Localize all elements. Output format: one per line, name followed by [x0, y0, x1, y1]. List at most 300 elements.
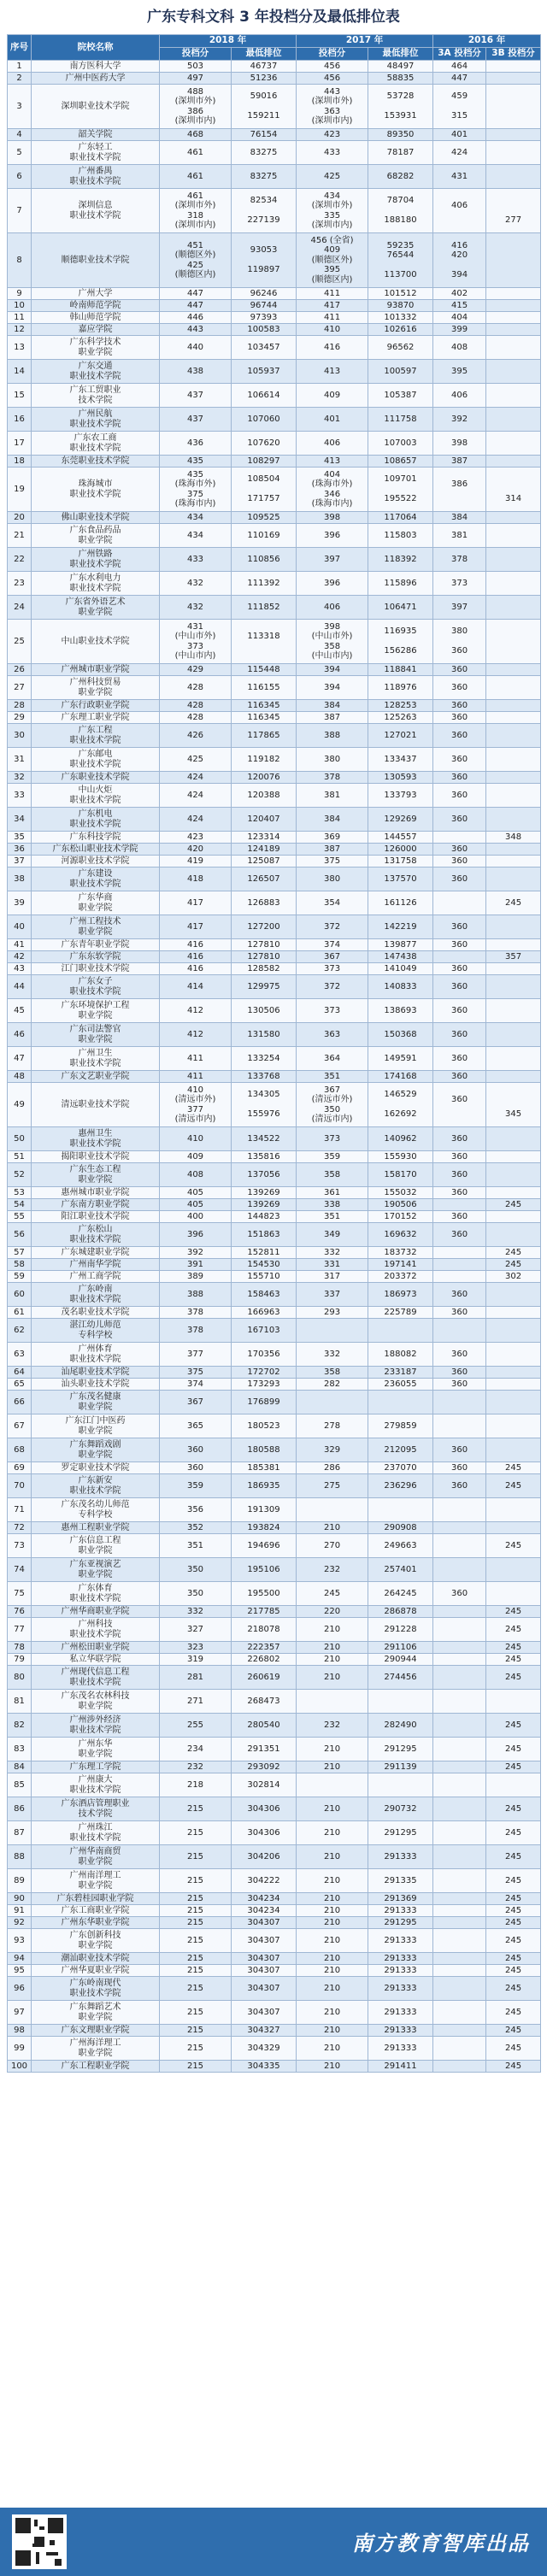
- score-2016-3a: 360: [433, 1582, 486, 1606]
- score-2016-3b: 245: [486, 1977, 541, 2001]
- school-name: 广东茂名农林科技 职业学院: [32, 1690, 160, 1714]
- table-row: [8, 1247, 541, 1259]
- rank-2018: 139269: [232, 1187, 297, 1199]
- row-number: 29: [8, 712, 32, 724]
- rank-2018: 135816: [232, 1151, 297, 1163]
- score-2018: 435: [160, 456, 232, 468]
- score-2018: 435 (珠海市外) 375 (珠海市内): [160, 468, 232, 512]
- score-2017: 364: [297, 1047, 368, 1071]
- school-name: 广州南华学院: [32, 1259, 160, 1271]
- rank-2018: 173293: [232, 1379, 297, 1391]
- score-2018: 412: [160, 1023, 232, 1047]
- school-name: 广东省外语艺术 职业学院: [32, 596, 160, 620]
- score-2016-3b: 357: [486, 951, 541, 963]
- score-2016-3b: [486, 456, 541, 468]
- row-number: 42: [8, 951, 32, 963]
- table-row: [8, 1498, 541, 1522]
- score-2016-3b: [486, 1391, 541, 1414]
- rank-2018: 185381: [232, 1462, 297, 1474]
- school-name: 广东建设 职业技术学院: [32, 867, 160, 891]
- rank-2017: 125263: [368, 712, 433, 724]
- score-2017: 351: [297, 1211, 368, 1223]
- score-2017: 282: [297, 1379, 368, 1391]
- table-row: [8, 1391, 541, 1414]
- score-2016-3a: [433, 1522, 486, 1534]
- table-row: [8, 808, 541, 832]
- school-name: 广东舞蹈艺术 职业学院: [32, 2001, 160, 2025]
- score-2016-3a: [433, 1977, 486, 2001]
- score-2017: 433: [297, 141, 368, 165]
- school-name: 广州工商学院: [32, 1271, 160, 1283]
- rank-2017: 118392: [368, 548, 433, 572]
- score-2017: 401: [297, 408, 368, 432]
- score-2016-3a: 373: [433, 572, 486, 596]
- score-2018: 434: [160, 512, 232, 524]
- table-row: [8, 1283, 541, 1307]
- score-2017: 373: [297, 999, 368, 1023]
- table-row: [8, 1618, 541, 1642]
- table-row: [8, 748, 541, 772]
- rank-2017: [368, 1690, 433, 1714]
- score-2018: 378: [160, 1307, 232, 1319]
- table-row: [8, 1343, 541, 1367]
- table-row: [8, 432, 541, 456]
- score-2016-3b: [486, 700, 541, 712]
- rank-2017: 101512: [368, 288, 433, 300]
- school-name: 南方医科大学: [32, 61, 160, 73]
- header-score-2017: 投档分: [297, 48, 368, 61]
- score-2018: 429: [160, 664, 232, 676]
- score-2018: 374: [160, 1379, 232, 1391]
- score-2017: 337: [297, 1283, 368, 1307]
- rank-2018: 126507: [232, 867, 297, 891]
- score-2016-3b: [486, 808, 541, 832]
- school-name: 广东职业技术学院: [32, 772, 160, 784]
- table-row: [8, 1023, 541, 1047]
- rank-2017: 291295: [368, 1738, 433, 1761]
- score-2017: 413: [297, 360, 368, 384]
- score-2017: 409: [297, 384, 368, 408]
- rank-2018: 119182: [232, 748, 297, 772]
- score-2016-3b: 245: [486, 1654, 541, 1666]
- row-number: 6: [8, 165, 32, 189]
- row-number: 64: [8, 1367, 32, 1379]
- score-2016-3a: [433, 1965, 486, 1977]
- school-name: 罗定职业技术学院: [32, 1462, 160, 1474]
- rank-2018: 97393: [232, 312, 297, 324]
- score-2018: 356: [160, 1498, 232, 1522]
- school-name: 广东农工商 职业技术学院: [32, 432, 160, 456]
- row-number: 40: [8, 915, 32, 939]
- rank-2018: 133254: [232, 1047, 297, 1071]
- row-number: 92: [8, 1917, 32, 1929]
- score-2018: 405: [160, 1199, 232, 1211]
- school-name: 广州现代信息工程 职业技术学院: [32, 1666, 160, 1690]
- rank-2018: 176899: [232, 1391, 297, 1414]
- score-2016-3a: [433, 1869, 486, 1893]
- school-name: 中山火炬 职业技术学院: [32, 784, 160, 808]
- score-2017: 210: [297, 1953, 368, 1965]
- school-name: 广东岭南 职业技术学院: [32, 1283, 160, 1307]
- table-row: [8, 2001, 541, 2025]
- table-row: [8, 1654, 541, 1666]
- rank-2018: 83275: [232, 165, 297, 189]
- score-2016-3b: [486, 1163, 541, 1187]
- rank-2018: 127810: [232, 951, 297, 963]
- rank-2017: 89350: [368, 129, 433, 141]
- score-2016-3b: [486, 664, 541, 676]
- score-2016-3b: [486, 1023, 541, 1047]
- school-name: 广东理工职业学院: [32, 712, 160, 724]
- row-number: 27: [8, 676, 32, 700]
- score-2018: 215: [160, 2061, 232, 2073]
- school-name: 汕尾职业技术学院: [32, 1367, 160, 1379]
- score-2018: 412: [160, 999, 232, 1023]
- rank-2017: 53728 153931: [368, 85, 433, 129]
- score-2017: 372: [297, 915, 368, 939]
- rank-2017: 233187: [368, 1367, 433, 1379]
- table-row: [8, 1127, 541, 1151]
- row-number: 10: [8, 300, 32, 312]
- rank-2018: 166963: [232, 1307, 297, 1319]
- row-number: 38: [8, 867, 32, 891]
- score-2017: 210: [297, 1977, 368, 2001]
- rank-2018: 82534 227139: [232, 189, 297, 233]
- row-number: 59: [8, 1271, 32, 1283]
- row-number: 74: [8, 1558, 32, 1582]
- table-row: [8, 300, 541, 312]
- score-2016-3b: 245: [486, 1199, 541, 1211]
- score-2018: 424: [160, 808, 232, 832]
- score-2016-3a: [433, 1797, 486, 1821]
- row-number: 100: [8, 2061, 32, 2073]
- row-number: 62: [8, 1319, 32, 1343]
- score-2016-3b: [486, 1211, 541, 1223]
- school-name: 广东碧桂园职业学院: [32, 1893, 160, 1905]
- rank-2017: 126000: [368, 844, 433, 856]
- row-number: 13: [8, 336, 32, 360]
- score-2016-3b: [486, 1283, 541, 1307]
- score-2016-3b: 245: [486, 1953, 541, 1965]
- school-name: 广州松田职业学院: [32, 1642, 160, 1654]
- rank-2018: 158463: [232, 1283, 297, 1307]
- score-2018: 332: [160, 1606, 232, 1618]
- row-number: 33: [8, 784, 32, 808]
- table-row: [8, 288, 541, 300]
- rank-2017: 147438: [368, 951, 433, 963]
- row-number: 90: [8, 1893, 32, 1905]
- table-row: [8, 1071, 541, 1083]
- table-row: [8, 999, 541, 1023]
- score-2016-3b: 245: [486, 1474, 541, 1498]
- rank-2018: 111852: [232, 596, 297, 620]
- score-2017: 293: [297, 1307, 368, 1319]
- score-2017: 331: [297, 1259, 368, 1271]
- rank-2018: 127810: [232, 939, 297, 951]
- rank-2017: 291369: [368, 1893, 433, 1905]
- rank-2017: 291333: [368, 1845, 433, 1869]
- row-number: 51: [8, 1151, 32, 1163]
- score-2016-3a: [433, 1929, 486, 1953]
- score-2017: [297, 1391, 368, 1414]
- table-row: [8, 165, 541, 189]
- score-2017: [297, 1498, 368, 1522]
- rank-2017: 203372: [368, 1271, 433, 1283]
- score-2018: 367: [160, 1391, 232, 1414]
- rank-2017: [368, 1498, 433, 1522]
- score-2016-3a: [433, 1738, 486, 1761]
- school-name: 广东科学技术 职业学院: [32, 336, 160, 360]
- row-number: 1: [8, 61, 32, 73]
- row-number: 37: [8, 856, 32, 867]
- score-2017: 372: [297, 975, 368, 999]
- score-2017: 332: [297, 1343, 368, 1367]
- table-row: [8, 85, 541, 129]
- score-2016-3a: 360: [433, 1379, 486, 1391]
- row-number: 60: [8, 1283, 32, 1307]
- school-name: 广东创新科技 职业学院: [32, 1929, 160, 1953]
- school-name: 广州海洋理工 职业学院: [32, 2037, 160, 2061]
- rank-2017: 291333: [368, 1905, 433, 1917]
- school-name: 广州东华 职业学院: [32, 1738, 160, 1761]
- score-2016-3a: 392: [433, 408, 486, 432]
- rank-2017: 161126: [368, 891, 433, 915]
- score-2017: 270: [297, 1534, 368, 1558]
- school-name: 广东青年职业学院: [32, 939, 160, 951]
- score-2017: 361: [297, 1187, 368, 1199]
- school-name: 广州卫生 职业技术学院: [32, 1047, 160, 1071]
- rank-2017: 286878: [368, 1606, 433, 1618]
- rank-2017: 48497: [368, 61, 433, 73]
- rank-2017: 174168: [368, 1071, 433, 1083]
- row-number: 2: [8, 73, 32, 85]
- score-2016-3a: [433, 832, 486, 844]
- score-2017: 434 (深圳市外) 335 (深圳市内): [297, 189, 368, 233]
- score-2016-3a: 360: [433, 676, 486, 700]
- table-row: [8, 856, 541, 867]
- school-name: 广东亚视演艺 职业学院: [32, 1558, 160, 1582]
- table-row: [8, 1977, 541, 2001]
- score-2018: 215: [160, 1977, 232, 2001]
- score-2017: 423: [297, 129, 368, 141]
- table-body: [8, 61, 541, 2073]
- score-2018: 432: [160, 596, 232, 620]
- rank-2018: 304222: [232, 1869, 297, 1893]
- rank-2017: 68282: [368, 165, 433, 189]
- score-2018: 215: [160, 1893, 232, 1905]
- score-2018: 234: [160, 1738, 232, 1761]
- score-2018: 215: [160, 1797, 232, 1821]
- score-2016-3a: 416 420 394: [433, 233, 486, 288]
- header-score-2018: 投档分: [160, 48, 232, 61]
- school-name: 顺德职业技术学院: [32, 233, 160, 288]
- rank-2017: 138693: [368, 999, 433, 1023]
- rank-2017: 190506: [368, 1199, 433, 1211]
- score-2016-3a: [433, 1953, 486, 1965]
- row-number: 14: [8, 360, 32, 384]
- rank-2017: 140833: [368, 975, 433, 999]
- score-2017: 394: [297, 676, 368, 700]
- score-2018: 417: [160, 891, 232, 915]
- score-2017: 406: [297, 596, 368, 620]
- score-2016-3b: [486, 1558, 541, 1582]
- row-number: 94: [8, 1953, 32, 1965]
- rank-2018: 96246: [232, 288, 297, 300]
- table-row: [8, 700, 541, 712]
- table-row: [8, 867, 541, 891]
- table-row: [8, 1211, 541, 1223]
- rank-2017: 290908: [368, 1522, 433, 1534]
- score-2018: 461: [160, 141, 232, 165]
- score-2017: 374: [297, 939, 368, 951]
- rank-2018: 134305 155976: [232, 1083, 297, 1127]
- score-2017: 358: [297, 1367, 368, 1379]
- score-2018: 424: [160, 772, 232, 784]
- score-2018: 215: [160, 2001, 232, 2025]
- score-2016-3a: [433, 1917, 486, 1929]
- rank-2018: 105937: [232, 360, 297, 384]
- row-number: 8: [8, 233, 32, 288]
- table-row: [8, 468, 541, 512]
- score-2016-3b: 245: [486, 1462, 541, 1474]
- school-name: 广东司法警官 职业学院: [32, 1023, 160, 1047]
- score-2018: 410: [160, 1127, 232, 1151]
- score-2018: 419: [160, 856, 232, 867]
- score-2016-3a: 360: [433, 999, 486, 1023]
- school-name: 广州华南商贸 职业学院: [32, 1845, 160, 1869]
- rank-2017: 212095: [368, 1438, 433, 1462]
- score-2016-3a: 360: [433, 1211, 486, 1223]
- score-2016-3a: 401: [433, 129, 486, 141]
- table-row: [8, 189, 541, 233]
- table-row: [8, 1522, 541, 1534]
- row-number: 93: [8, 1929, 32, 1953]
- row-number: 22: [8, 548, 32, 572]
- school-name: 潮汕职业技术学院: [32, 1953, 160, 1965]
- score-2016-3b: [486, 300, 541, 312]
- rank-2017: 78187: [368, 141, 433, 165]
- table-row: [8, 2025, 541, 2037]
- score-2016-3b: [486, 360, 541, 384]
- table-row: [8, 772, 541, 784]
- school-name: 广州中医药大学: [32, 73, 160, 85]
- score-2016-3a: [433, 1558, 486, 1582]
- row-number: 45: [8, 999, 32, 1023]
- rank-2018: 110169: [232, 524, 297, 548]
- row-number: 70: [8, 1474, 32, 1498]
- score-2017: 387: [297, 844, 368, 856]
- score-2016-3a: 360: [433, 1462, 486, 1474]
- rank-2018: 128582: [232, 963, 297, 975]
- rank-2018: 217785: [232, 1606, 297, 1618]
- rank-2017: 290732: [368, 1797, 433, 1821]
- score-2018: 255: [160, 1714, 232, 1738]
- school-name: 江门职业技术学院: [32, 963, 160, 975]
- school-name: 嘉应学院: [32, 324, 160, 336]
- rank-2017: 111758: [368, 408, 433, 432]
- score-2018: 446: [160, 312, 232, 324]
- table-row: [8, 1606, 541, 1618]
- score-2016-3a: 404: [433, 312, 486, 324]
- school-name: 广东江门中医药 职业学院: [32, 1414, 160, 1438]
- table-row: [8, 1307, 541, 1319]
- school-name: 广州番禺 职业技术学院: [32, 165, 160, 189]
- score-2017: 456: [297, 73, 368, 85]
- score-2016-3b: 245: [486, 1618, 541, 1642]
- score-2017: 406: [297, 432, 368, 456]
- row-number: 26: [8, 664, 32, 676]
- score-2018: 218: [160, 1773, 232, 1797]
- score-2018: 360: [160, 1462, 232, 1474]
- rank-2018: 130506: [232, 999, 297, 1023]
- rank-2018: 195500: [232, 1582, 297, 1606]
- score-2017: 210: [297, 1869, 368, 1893]
- school-name: 广州工程技术 职业学院: [32, 915, 160, 939]
- table-row: [8, 664, 541, 676]
- table-row: [8, 512, 541, 524]
- score-2016-3b: [486, 524, 541, 548]
- score-2016-3b: 245: [486, 1714, 541, 1738]
- score-2016-3b: 348: [486, 832, 541, 844]
- rank-2018: 293092: [232, 1761, 297, 1773]
- score-2016-3a: [433, 1606, 486, 1618]
- score-2016-3a: 360: [433, 1127, 486, 1151]
- score-2016-3b: 245: [486, 1917, 541, 1929]
- table-row: [8, 963, 541, 975]
- score-2016-3b: [486, 772, 541, 784]
- header-3a-2016: 3A 投档分: [433, 48, 486, 61]
- rank-2017: 131758: [368, 856, 433, 867]
- table-row: [8, 1259, 541, 1271]
- score-2016-3a: [433, 1259, 486, 1271]
- header-2018: 2018 年: [160, 35, 297, 48]
- score-2016-3a: 406: [433, 189, 486, 233]
- table-row: [8, 1582, 541, 1606]
- score-2017: 373: [297, 1127, 368, 1151]
- row-number: 83: [8, 1738, 32, 1761]
- score-2017: 367 (清远市外) 350 (清远市内): [297, 1083, 368, 1127]
- row-number: 95: [8, 1965, 32, 1977]
- score-2016-3a: 398: [433, 432, 486, 456]
- rank-2018: 120388: [232, 784, 297, 808]
- rank-2017: 150368: [368, 1023, 433, 1047]
- score-2017: 363: [297, 1023, 368, 1047]
- rank-2018: 280540: [232, 1714, 297, 1738]
- rank-2017: 128253: [368, 700, 433, 712]
- score-2017: 210: [297, 2037, 368, 2061]
- score-2018: 396: [160, 1223, 232, 1247]
- score-2016-3a: 360: [433, 1438, 486, 1462]
- score-2018: 451 (顺德区外) 425 (顺德区内): [160, 233, 232, 288]
- school-name: 广州城市职业学院: [32, 664, 160, 676]
- score-2016-3a: 395: [433, 360, 486, 384]
- school-name: 湛江幼儿师范 专科学校: [32, 1319, 160, 1343]
- score-2016-3a: 360: [433, 808, 486, 832]
- score-2018: 405: [160, 1187, 232, 1199]
- rank-2018: 304329: [232, 2037, 297, 2061]
- score-2018: 411: [160, 1071, 232, 1083]
- score-2017: 210: [297, 1821, 368, 1845]
- rank-2018: 117865: [232, 724, 297, 748]
- score-2016-3a: 384: [433, 512, 486, 524]
- score-2016-3a: [433, 1618, 486, 1642]
- rank-2017: 133793: [368, 784, 433, 808]
- school-name: 岭南师范学院: [32, 300, 160, 312]
- table-row: [8, 1367, 541, 1379]
- score-2018: 416: [160, 951, 232, 963]
- score-2018: 488 (深圳市外) 386 (深圳市内): [160, 85, 232, 129]
- table-row: [8, 1642, 541, 1654]
